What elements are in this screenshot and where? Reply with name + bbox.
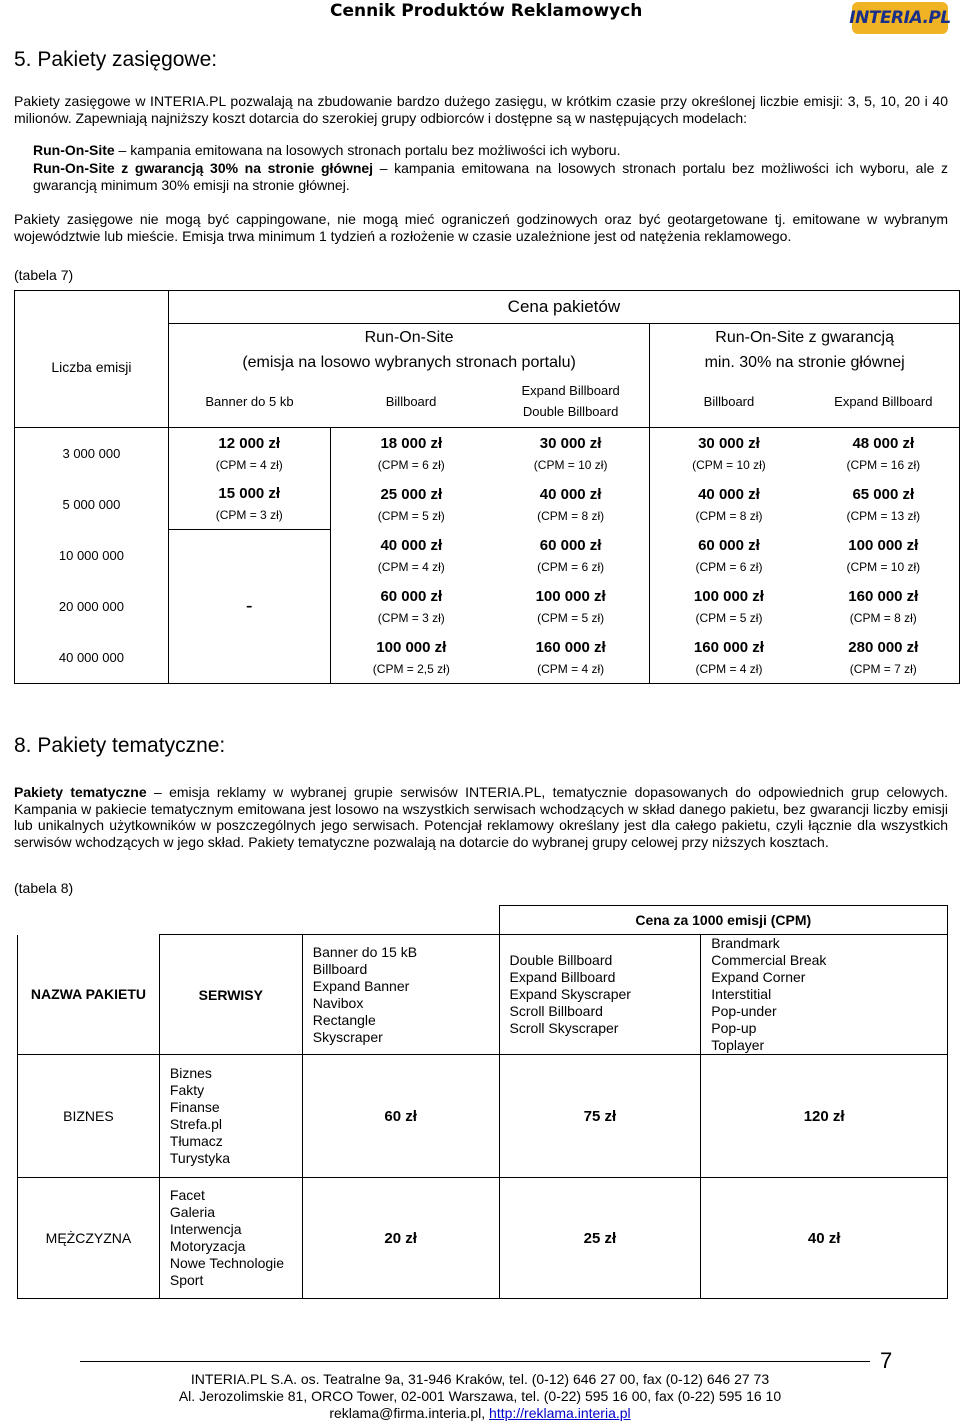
formats-group-1	[302, 935, 499, 1055]
cpm-value: (CPM = 6 zł)	[377, 457, 445, 472]
table-8-caption: (tabela 8)	[14, 880, 74, 896]
cpm-value: (CPM = 16 zł)	[846, 457, 921, 472]
section-8-desc: – emisja reklamy w wybranej grupie serwisów INTERIA.PL, tematycznie dopasowanych do odpowiednich grup celowych. Kampania w pakiecie tematycznym emitowana jest losowo na wszystkich serwisach wchodzących w skład danego pakietu, bez gwarancji liczby emisji lub unikalnych użytkowników w poszczególnych jego serwisach. Potencjał reklamowy określany jest dla całego pakietu, czyli łącznie dla wszystkich serwisów wchodzących w jego skład. Pakiety tematyczne pozwalają na dotarcie do wybranej grupy celowej przy niższych kosztach.	[14, 784, 948, 850]
col-expand-double	[492, 376, 650, 428]
serwis-item: Nowe Technologie	[169, 1255, 285, 1271]
price-cell	[808, 428, 960, 479]
price-value: 48 000 zł	[852, 434, 915, 452]
table-row	[15, 530, 960, 581]
emisji-header-label: Liczba emisji	[51, 359, 132, 376]
price-value: 60 000 zł	[380, 587, 443, 605]
price-value: 15 000 zł	[218, 485, 281, 503]
table-7-caption: (tabela 7)	[14, 267, 74, 283]
format-item: Interstitial	[711, 986, 772, 1002]
cpm-value: (CPM = 5 zł)	[695, 610, 763, 625]
package-name: MĘŻCZYZNA	[18, 1178, 160, 1299]
col-banner: Banner do 5 kb	[168, 376, 330, 428]
price-value: 100 000 zł	[376, 638, 447, 656]
price-cell	[650, 530, 808, 581]
ros-desc: – kampania emitowana na losowych stronach portalu bez możliwości ich wyboru.	[114, 142, 621, 158]
rosg-description	[33, 160, 948, 193]
footer-line-1: INTERIA.PL S.A. os. Teatralne 9a, 31-946 Kraków, tel. (0-12) 646 27 00, fax (0-12) 646 27 73	[190, 1371, 770, 1387]
cpm-value: (CPM = 7 zł)	[849, 661, 917, 676]
format-item: Brandmark	[711, 935, 780, 951]
price-cell	[330, 581, 492, 632]
empty-cell	[302, 906, 499, 935]
price-value: 120 zł	[701, 1055, 948, 1178]
serwis-item: Sport	[169, 1272, 204, 1288]
format-item: Expand Banner	[312, 977, 410, 994]
price-value: 160 000 zł	[848, 587, 919, 605]
price-cell	[650, 581, 808, 632]
price-cell	[808, 530, 960, 581]
format-item: Banner do 15 kB	[312, 943, 418, 960]
table-7-emisji-header	[15, 291, 169, 376]
rosg-header-title: Run-On-Site z gwarancją	[715, 328, 895, 346]
price-value: 12 000 zł	[218, 434, 281, 452]
format-item: Scroll Billboard	[509, 1003, 603, 1019]
price-value: 60 zł	[302, 1055, 499, 1178]
logo-text: INTERIA.PL	[849, 8, 951, 28]
cpm-value: (CPM = 13 zł)	[846, 508, 921, 523]
col-double-billboard: Double Billboard	[522, 404, 619, 420]
interia-logo	[849, 2, 951, 34]
formats-group-3	[701, 935, 948, 1055]
price-cell	[168, 428, 330, 479]
price-value: 25 zł	[499, 1178, 701, 1299]
serwis-item: Fakty	[169, 1082, 205, 1098]
table-row	[15, 632, 960, 684]
format-item: Toplayer	[711, 1037, 765, 1053]
col-nazwa-pakietu: NAZWA PAKIETU	[18, 935, 160, 1055]
cpm-value: (CPM = 5 zł)	[377, 508, 445, 523]
format-item: Double Billboard	[509, 952, 613, 968]
cpm-value: (CPM = 4 zł)	[377, 559, 445, 574]
cpm-value: (CPM = 5 zł)	[537, 610, 605, 625]
price-cell	[492, 530, 650, 581]
rosg-header-sub: min. 30% na stronie głównej	[704, 353, 905, 371]
price-value: 60 000 zł	[698, 536, 760, 554]
format-item: Billboard	[312, 960, 368, 977]
cpm-value: (CPM = 8 zł)	[695, 508, 763, 523]
price-value: 100 000 zł	[693, 587, 764, 605]
format-item: Navibox	[312, 994, 364, 1011]
ros-term: Run-On-Site	[33, 142, 115, 158]
price-value: 60 000 zł	[539, 536, 602, 554]
section-8-term: Pakiety tematyczne	[14, 784, 147, 800]
cpm-value: (CPM = 4 zł)	[537, 661, 605, 676]
rosg-term: Run-On-Site z gwarancją 30% na stronie głównej	[33, 160, 374, 176]
price-cell	[330, 428, 492, 479]
price-cell	[492, 581, 650, 632]
col-expand-billboard: Expand Billboard	[521, 383, 620, 399]
price-cell	[330, 479, 492, 530]
table-row	[15, 428, 960, 479]
footer-line-3	[0, 1405, 960, 1421]
price-value: 100 000 zł	[535, 587, 606, 605]
serwis-item: Turystyka	[169, 1150, 231, 1166]
col-billboard: Billboard	[330, 376, 492, 428]
cpm-value: (CPM = 10 zł)	[533, 457, 608, 472]
serwis-item: Tłumacz	[169, 1133, 223, 1149]
cpm-value: (CPM = 6 zł)	[537, 559, 605, 574]
price-cell	[808, 632, 960, 684]
format-item: Expand Skyscraper	[509, 986, 631, 1002]
cpm-value: (CPM = 4 zł)	[215, 457, 283, 472]
section-5-heading: 5. Pakiety zasięgowe:	[14, 48, 218, 71]
serwis-item: Interwencja	[169, 1221, 242, 1237]
price-value: 40 000 zł	[380, 536, 443, 554]
price-cell	[808, 479, 960, 530]
serwisy-list	[159, 1178, 302, 1299]
price-value: 40 000 zł	[698, 485, 760, 503]
formats-group-2	[499, 935, 701, 1055]
empty-cell	[15, 376, 169, 428]
cpm-value: (CPM = 10 zł)	[846, 559, 921, 574]
footer-link[interactable]: http://reklama.interia.pl	[489, 1405, 631, 1421]
price-cell	[650, 428, 808, 479]
format-item: Expand Corner	[711, 969, 806, 985]
format-item: Expand Billboard	[509, 969, 616, 985]
footer-email: reklama@firma.interia.pl,	[329, 1405, 490, 1421]
format-item: Pop-under	[711, 1003, 777, 1019]
col-expand-g: Expand Billboard	[808, 376, 960, 428]
format-item: Rectangle	[312, 1011, 376, 1028]
format-item: Skyscraper	[312, 1028, 383, 1045]
table-row	[15, 581, 960, 632]
col-billboard-g: Billboard	[650, 376, 808, 428]
row-count: 40 000 000	[15, 632, 169, 684]
serwis-item: Strefa.pl	[169, 1116, 223, 1132]
empty-cell	[18, 906, 303, 935]
serwis-item: Motoryzacja	[169, 1238, 246, 1254]
serwis-item: Finanse	[169, 1099, 220, 1115]
cpm-value: (CPM = 3 zł)	[377, 610, 445, 625]
table-row	[15, 479, 960, 530]
price-value: 40 000 zł	[539, 485, 602, 503]
footer-line-2: Al. Jerozolimskie 81, ORCO Tower, 02-001 Warszawa, tel. (0-22) 595 16 00, fax (0-22) 595 16 10	[178, 1388, 782, 1404]
price-cell	[650, 632, 808, 684]
table-row	[18, 1055, 948, 1178]
section-5-intro: Pakiety zasięgowe w INTERIA.PL pozwalają na zbudowanie bardzo dużego zasięgu, w krótkim czasie przy określonej liczbie emisji: 3, 5, 10, 20 i 40 milionów. Zapewniają najniższy koszt dotarcia do szerokiej grupy odbiorców i dostępne są w następujących modelach:	[14, 93, 948, 126]
serwis-item: Galeria	[169, 1204, 216, 1220]
serwisy-list	[159, 1055, 302, 1178]
price-value: 40 zł	[701, 1178, 948, 1299]
table-row	[18, 1178, 948, 1299]
price-cell	[168, 479, 330, 530]
section-5-note: Pakiety zasięgowe nie mogą być cappingowane, nie mogą mieć ograniczeń godzinowych oraz być geotargetowane tj. emitowane w wybranym województwie lub mieście. Emisja trwa minimum 1 tydzień a rozłożenie w czasie uzależnione jest od natężenia reklamowego.	[14, 211, 948, 244]
rosg-header	[650, 324, 960, 376]
row-count: 5 000 000	[15, 479, 169, 530]
price-value: 75 zł	[499, 1055, 701, 1178]
cpm-value: (CPM = 6 zł)	[695, 559, 763, 574]
serwis-item: Biznes	[169, 1065, 212, 1081]
price-value: 25 000 zł	[380, 485, 443, 503]
price-value: 30 000 zł	[698, 434, 760, 452]
price-cell	[330, 530, 492, 581]
cpm-value: (CPM = 2,5 zł)	[372, 661, 450, 676]
table-7	[14, 290, 960, 684]
document-header-title: Cennik Produktów Reklamowych	[330, 1, 643, 21]
price-cell	[808, 581, 960, 632]
cpm-value: (CPM = 3 zł)	[215, 508, 283, 523]
dash-cell: -	[168, 530, 330, 684]
rosg-desc: – kampania emitowana na losowych stronach portalu bez możliwości ich wyboru, ale z gwarancją minimum 30% emisji na stronie głównej.	[33, 160, 948, 193]
ros-header-sub: (emisja na losowo wybranych stronach portalu)	[242, 353, 576, 371]
cpm-value: (CPM = 8 zł)	[849, 610, 917, 625]
ros-description	[33, 142, 948, 159]
table-7-prices-header: Cena pakietów	[168, 291, 959, 324]
page-number: 7	[880, 1348, 893, 1373]
price-value: 20 zł	[302, 1178, 499, 1299]
price-value: 30 000 zł	[539, 434, 602, 452]
package-name: BIZNES	[18, 1055, 160, 1178]
footer-divider	[80, 1361, 870, 1362]
row-count: 10 000 000	[15, 530, 169, 581]
ros-header	[168, 324, 649, 376]
ros-header-title: Run-On-Site	[364, 328, 454, 346]
section-8-heading: 8. Pakiety tematyczne:	[14, 734, 226, 757]
format-item: Pop-up	[711, 1020, 757, 1036]
price-value: 160 000 zł	[535, 638, 606, 656]
row-count: 3 000 000	[15, 428, 169, 479]
row-count: 20 000 000	[15, 581, 169, 632]
price-value: 18 000 zł	[380, 434, 443, 452]
format-item: Commercial Break	[711, 952, 827, 968]
cpm-value: (CPM = 4 zł)	[695, 661, 763, 676]
table-8	[17, 905, 948, 1299]
price-cell	[492, 479, 650, 530]
section-8-text	[14, 784, 948, 850]
price-cell	[330, 632, 492, 684]
format-item: Scroll Skyscraper	[509, 1020, 619, 1036]
price-value: 160 000 zł	[693, 638, 764, 656]
col-serwisy: SERWISY	[159, 935, 302, 1055]
cpm-value: (CPM = 8 zł)	[537, 508, 605, 523]
price-cell	[492, 632, 650, 684]
price-header: Cena za 1000 emisji (CPM)	[499, 906, 947, 935]
cpm-value: (CPM = 10 zł)	[692, 457, 766, 472]
price-value: 280 000 zł	[848, 638, 919, 656]
price-value: 100 000 zł	[848, 536, 919, 554]
price-cell	[650, 479, 808, 530]
price-cell	[492, 428, 650, 479]
serwis-item: Facet	[169, 1187, 205, 1203]
price-value: 65 000 zł	[852, 485, 915, 503]
